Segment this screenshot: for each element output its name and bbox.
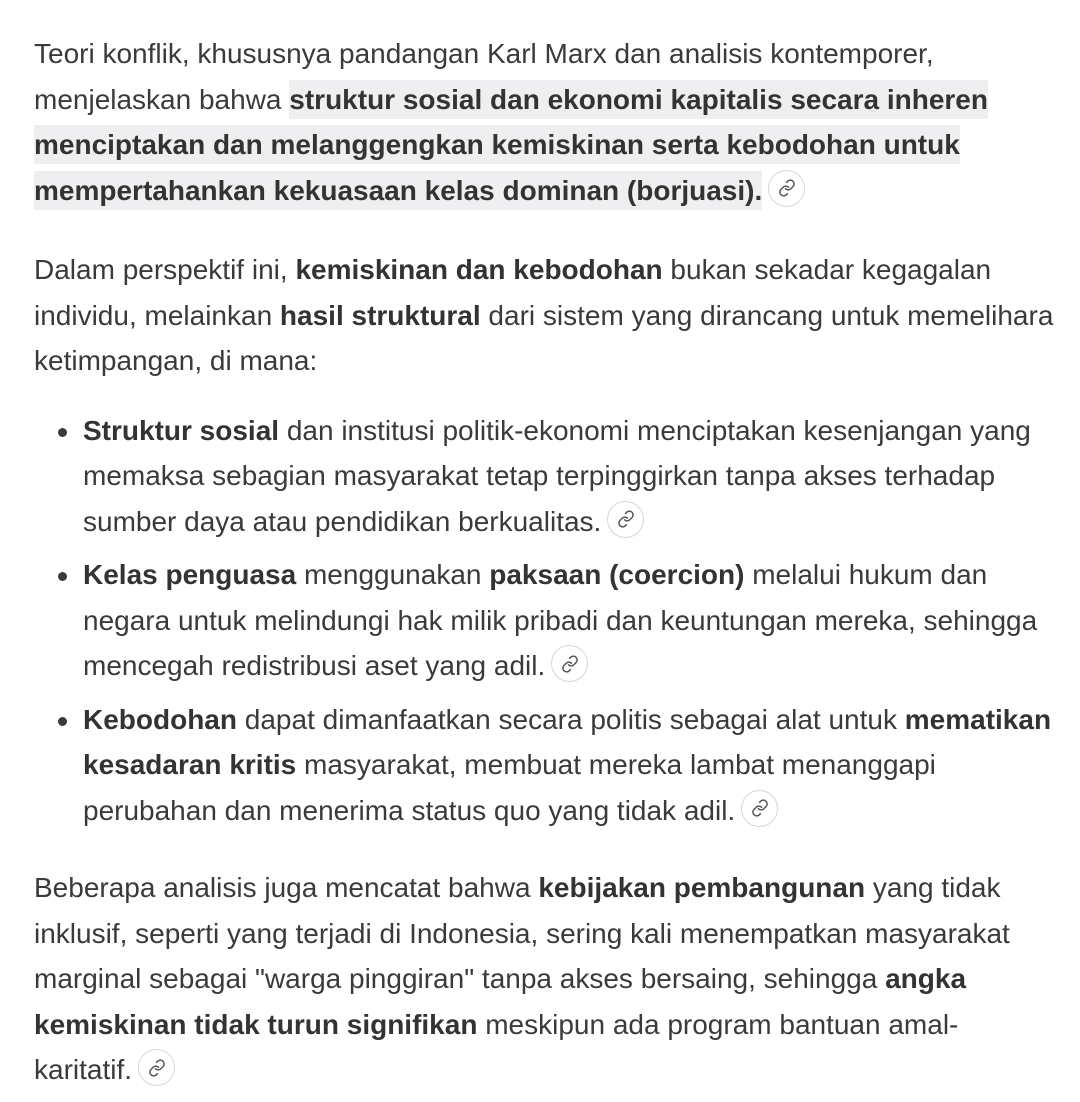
bold-text: kemiskinan dan kebodohan [295,254,663,285]
paragraph-text: meskipun ada program bantuan amal-karitatif. [34,1008,959,1085]
source-link-button[interactable] [138,1049,175,1086]
link-icon [148,1059,166,1077]
source-link-button[interactable] [741,790,778,827]
bold-text: hasil struktural [279,299,481,331]
paragraph-analysis [34,865,1054,1093]
paragraph-intro [34,31,1054,213]
source-link-button[interactable] [607,501,644,538]
list-item [83,408,1054,545]
paragraph-intro-text: Teori konflik, khususnya pandangan Karl Marx dan analisis kontemporer, menjelaskan bahwa [34,38,934,115]
paragraph-text: yang tidak inklusif, seperti yang terjadi di Indonesia, sering kali menempatkan masyarakat marginal sebagai "warga pinggiran" tanpa akses bersaing, sehingga [34,872,1010,994]
bold-text: paksaan (coercion) [489,559,745,590]
list-item [83,552,1054,689]
paragraph-perspective [34,247,1054,384]
answer-content [34,31,1054,1093]
bold-text: Kelas penguasa [83,559,297,590]
link-icon [617,510,635,528]
link-icon [778,179,796,197]
bold-text: angka kemiskinan tidak turun signifikan [34,963,967,1040]
source-link-button[interactable] [768,170,805,207]
list-item-text: dan institusi politik-ekonomi menciptakan kesenjangan yang memaksa sebagian masyarakat tetap terpinggirkan tanpa akses terhadap sumber daya atau pendidikan berkualitas. [83,414,1031,537]
list-item-text: masyarakat, membuat mereka lambat menanggapi perubahan dan menerima status quo yang tidak adil. [83,749,936,826]
paragraph-text: Beberapa analisis juga mencatat bahwa [34,872,539,903]
link-icon [751,799,769,817]
source-link-button[interactable] [551,645,588,682]
list-item-text: menggunakan [296,559,490,590]
paragraph-text: bukan sekadar kegagalan individu, melainkan [34,254,992,331]
paragraph-text: dari sistem yang dirancang untuk memelihara ketimpangan, di mana: [34,299,1054,376]
bullet-list [34,408,1054,834]
highlighted-citation-text[interactable]: struktur sosial dan ekonomi kapitalis secara inheren menciptakan dan melanggengkan kemiskinan serta kebodohan untuk mempertahankan kekuasaan kelas dominan (borjuasi). [34,80,988,210]
bold-text: mematikan kesadaran kritis [83,703,1052,780]
bold-text: kebijakan pembangunan [538,872,866,903]
bold-text: Struktur sosial [83,414,280,446]
list-item [83,697,1054,834]
link-icon [561,655,579,673]
list-item-text: melalui hukum dan negara untuk melindungi hak milik pribadi dan keuntungan mereka, sehingga mencegah redistribusi aset yang adil. [83,559,1038,681]
bold-text: Kebodohan [83,703,237,735]
list-item-text: dapat dimanfaatkan secara politis sebagai alat untuk [237,703,905,735]
paragraph-text: Dalam perspektif ini, [34,254,296,285]
